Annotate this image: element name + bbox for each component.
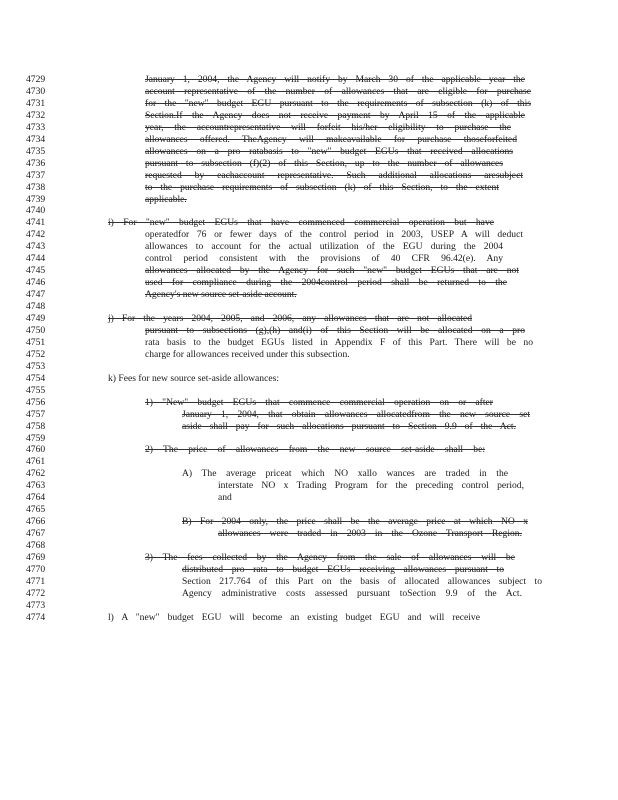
line-text: charge for allowances received under this subsection. <box>145 348 350 360</box>
document-line <box>0 217 618 229</box>
struck-line-text: Section.If the Agency does not receive payment by April 15 of the applicable <box>145 109 525 121</box>
line-number: 4752 <box>26 348 46 360</box>
line-number: 4760 <box>26 444 46 456</box>
document-line <box>0 170 618 182</box>
line-number: 4748 <box>26 301 46 313</box>
document-line <box>0 122 618 134</box>
line-number: 4741 <box>26 217 46 229</box>
document-line <box>0 301 618 313</box>
line-number: 4744 <box>26 253 46 265</box>
document-line <box>0 528 618 540</box>
struck-line-text: account representative of the number of allowances that are eligible for purchase <box>145 85 531 97</box>
line-number: 4756 <box>26 396 46 408</box>
struck-line-text: 2) The price of allowances from the new source set-aside shall be: <box>145 444 485 456</box>
line-number: 4750 <box>26 324 46 336</box>
line-text: control period consistent with the provisions of 40 CFR 96.42(e). Any <box>145 253 503 265</box>
line-number: 4747 <box>26 289 46 301</box>
document-line <box>0 313 618 325</box>
line-number: 4757 <box>26 408 46 420</box>
struck-line-text: year, the accountrepresentative will forfeit his/her eligibility to purchase the <box>145 121 511 133</box>
document-line <box>0 588 618 600</box>
line-number: 4732 <box>26 109 46 121</box>
line-number: 4749 <box>26 313 46 324</box>
line-text: interstate NO x Trading Program for the preceding control period, <box>218 480 524 492</box>
line-number: 4771 <box>26 575 46 587</box>
line-number: 4767 <box>26 528 46 540</box>
document-line <box>0 361 618 373</box>
line-text: Agency administrative costs assessed pursuant toSection 9.9 of the Act. <box>182 587 522 599</box>
struck-line-text: aside shall pay for such allocations pursuant to Section 9.9 of the Act. <box>182 420 516 432</box>
line-text: Section 217.764 of this Part on the basis of allocated allowances subject to <box>182 575 542 587</box>
line-number: 4733 <box>26 121 46 133</box>
document-line <box>0 504 618 516</box>
line-number: 4759 <box>26 432 46 444</box>
document-line <box>0 74 618 86</box>
line-number: 4762 <box>26 468 46 480</box>
document-line <box>0 194 618 206</box>
struck-line-text: allowances on a pro ratabasis to "new" budget EGUs that received allocations <box>145 145 513 157</box>
line-number: 4737 <box>26 169 46 181</box>
struck-line-text: j) For the years 2004, 2005, and 2006, any allowances that are not allocated <box>108 313 472 324</box>
struck-line-text: for the "new" budget EGU pursuant to the requirements of subsection (k) of this <box>145 97 531 109</box>
line-number: 4769 <box>26 552 46 563</box>
line-text: A) The average priceat which NO xallo wances are traded in the <box>182 468 508 480</box>
document-line <box>0 540 618 552</box>
document-line <box>0 229 618 241</box>
document-line <box>0 241 618 253</box>
line-number: 4729 <box>26 74 46 85</box>
struck-line-text: Agency's new source set-aside account. <box>145 289 297 301</box>
struck-line-text: 3) The fees collected by the Agency from the sale of allowances will be <box>145 552 515 563</box>
line-number: 4731 <box>26 97 46 109</box>
line-number: 4755 <box>26 384 46 396</box>
struck-line-text: allowances were traded in 2003 in the Ozone Transport Region. <box>218 528 522 540</box>
struck-line-text: pursuant to subsections (g),(h) and(i) of this Section will be allocated on a pro <box>145 324 525 336</box>
struck-line-text: pursuant to subsection (f)(2) of this Section, up to the number of allowances <box>145 157 503 169</box>
struck-line-text: January 1, 2004, the Agency will notify by March 30 of the applicable year the <box>145 74 525 85</box>
line-number: 4774 <box>26 611 46 623</box>
document-line <box>0 552 618 564</box>
line-number: 4743 <box>26 241 46 253</box>
line-number: 4739 <box>26 193 46 205</box>
line-number: 4753 <box>26 360 46 372</box>
document-line <box>0 349 618 361</box>
document-line <box>0 98 618 110</box>
document-line <box>0 158 618 170</box>
line-number: 4746 <box>26 277 46 289</box>
line-number: 4763 <box>26 480 46 492</box>
document-line <box>0 182 618 194</box>
struck-line-text: B) For 2004 only, the price shall be the average price at which NO x <box>182 516 528 528</box>
line-number: 4765 <box>26 504 46 516</box>
document-line <box>0 409 618 421</box>
document-line <box>0 205 618 217</box>
document-line <box>0 564 618 576</box>
struck-line-text: i) For "new" budget EGUs that have commenced commercial operation but have <box>108 217 494 229</box>
document-line <box>0 253 618 265</box>
line-number: 4770 <box>26 563 46 575</box>
struck-line-text: applicable. <box>145 193 187 205</box>
struck-line-text: used for compliance during the 2004control period shall be returned to the <box>145 277 507 289</box>
document-line <box>0 444 618 456</box>
document-line <box>0 600 618 612</box>
document-line <box>0 86 618 98</box>
document-line <box>0 110 618 122</box>
line-text: allowances to account for the actual utilization of the EGU during the 2004 <box>145 241 503 253</box>
document-line <box>0 373 618 385</box>
line-number: 4768 <box>26 540 46 552</box>
document-line <box>0 456 618 468</box>
line-number: 4738 <box>26 181 46 193</box>
line-text: l) A "new" budget EGU will become an existing budget EGU and will receive <box>108 611 480 623</box>
document-line <box>0 337 618 349</box>
document-line <box>0 468 618 480</box>
line-number: 4734 <box>26 133 46 145</box>
document-line <box>0 397 618 409</box>
document-line <box>0 492 618 504</box>
line-number: 4740 <box>26 205 46 217</box>
line-number: 4773 <box>26 599 46 611</box>
line-number: 4736 <box>26 157 46 169</box>
struck-line-text: requested by eachaccount representative. Such additional allocations aresubject <box>145 169 523 181</box>
document-line <box>0 612 618 624</box>
document-line <box>0 325 618 337</box>
line-number: 4730 <box>26 85 46 97</box>
line-text: rata basis to the budget EGUs listed in Appendix F of this Part. There will be no <box>145 336 533 348</box>
struck-line-text: allowances offered. TheAgency will makeavailable for purchase thoseforfeited <box>145 133 517 145</box>
line-number: 4735 <box>26 145 46 157</box>
document-line <box>0 576 618 588</box>
line-text: and <box>218 492 232 504</box>
line-number: 4761 <box>26 456 46 468</box>
struck-line-text: to the purchase requirements of subsection (k) of this Section, to the extent <box>145 181 499 193</box>
line-number: 4745 <box>26 265 46 277</box>
document-line <box>0 516 618 528</box>
struck-line-text: distributed pro rata to budget EGUs receiving allowances pursuant to <box>182 563 504 575</box>
line-text: k) Fees for new source set-aside allowances: <box>108 372 280 384</box>
line-number: 4772 <box>26 587 46 599</box>
line-number: 4766 <box>26 516 46 528</box>
document-line <box>0 385 618 397</box>
document-line <box>0 421 618 433</box>
line-number: 4758 <box>26 420 46 432</box>
struck-line-text: allowances allocated by the Agency for such "new" budget EGUs that are not <box>145 265 519 277</box>
document-line <box>0 289 618 301</box>
document-line <box>0 277 618 289</box>
document-line <box>0 146 618 158</box>
struck-line-text: January 1, 2004, that obtain allowances allocatedfrom the new source set <box>182 408 530 420</box>
document-line <box>0 265 618 277</box>
document-line <box>0 134 618 146</box>
document-line <box>0 433 618 445</box>
struck-line-text: 1) "New" budget EGUs that commence commercial operation on or after <box>145 396 493 408</box>
document-line <box>0 480 618 492</box>
line-number: 4742 <box>26 229 46 241</box>
line-text: operatedfor 76 or fewer days of the control period in 2003, USEP A will deduct <box>145 229 523 241</box>
line-number: 4751 <box>26 336 46 348</box>
line-number: 4754 <box>26 372 46 384</box>
line-number: 4764 <box>26 492 46 504</box>
